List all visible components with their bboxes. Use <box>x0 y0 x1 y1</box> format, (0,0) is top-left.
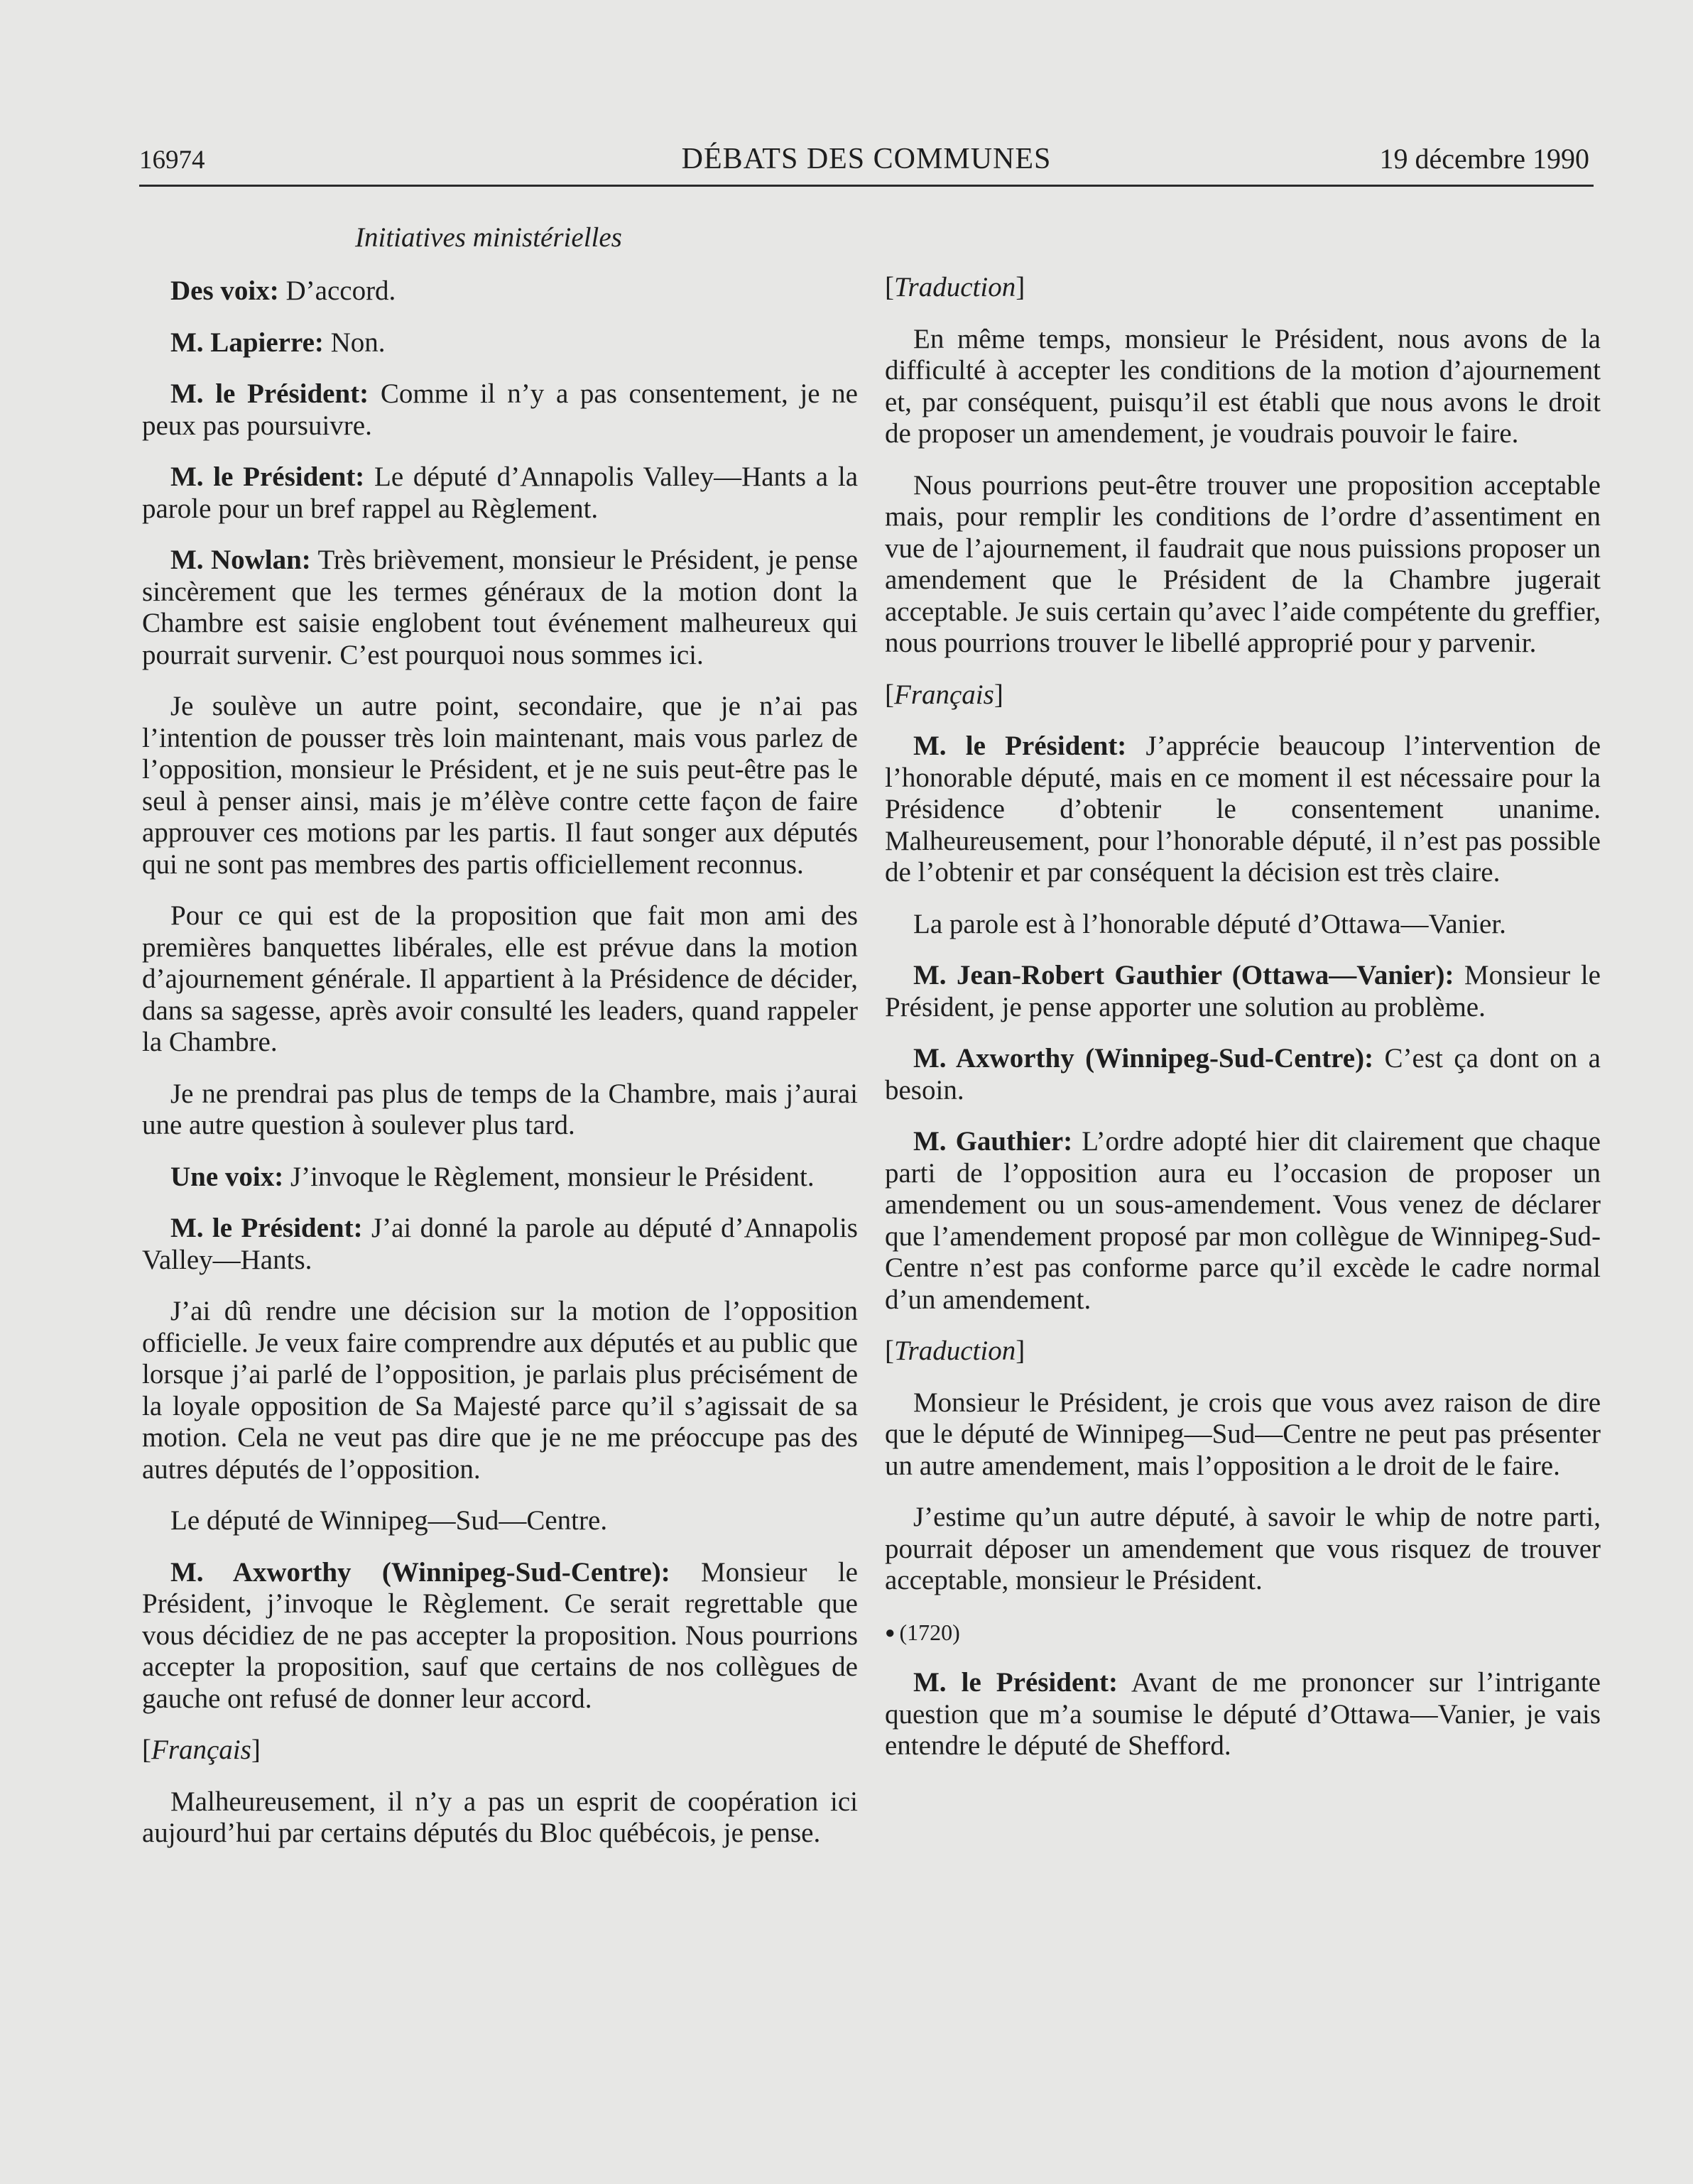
paragraph <box>142 1786 858 1850</box>
page-header <box>139 139 1594 187</box>
paragraph-text: J’ai donné la parole au député d’Annapolis Valley—Hants. <box>142 1213 858 1275</box>
paragraph <box>142 1296 858 1485</box>
speech-paragraph <box>885 731 1601 889</box>
speaker-name: Des voix: <box>170 275 279 306</box>
speech-paragraph <box>142 462 858 525</box>
language-marker: [Traduction] <box>885 1336 1025 1366</box>
speech-paragraph <box>885 1667 1601 1762</box>
language-marker: [Français] <box>142 1735 261 1765</box>
speaker-name: M. Lapierre: <box>170 327 324 358</box>
paragraph-text: C’est ça dont on a besoin. <box>885 1043 1601 1105</box>
paragraph <box>885 909 1601 941</box>
speaker-name: M. Gauthier: <box>913 1126 1073 1157</box>
speech-paragraph <box>142 327 858 359</box>
paragraph-text: Monsieur le Président, j’invoque le Règlement. Ce serait regrettable que vous décidiez de ne pas accepter la proposition. Nous pourrions accepter la proposition, sauf que certains de nos collègues de gauche ont refusé de donner leur accord. <box>142 1556 858 1714</box>
page-number: 16974 <box>139 146 205 175</box>
paragraph-text: Je soulève un autre point, secondaire, que je n’ai pas l’intention de pousser très loin maintenant, mais vous parlez de l’opposition, monsieur le Président, et je ne suis peut-être pas le seul à penser ainsi, mais je m’élève contre cette façon de faire approuver ces motions par les partis. Il faut songer aux députés qui ne sont pas membres des partis officiellement reconnus. <box>142 691 858 880</box>
speech-paragraph <box>142 378 858 442</box>
speech-paragraph <box>142 545 858 671</box>
language-label: Traduction <box>894 1336 1016 1366</box>
section-heading: Initiatives ministérielles <box>355 222 622 253</box>
bullet-icon: ● <box>885 1623 896 1642</box>
paragraph-text: Pour ce qui est de la proposition que fait mon ami des premières banquettes libérales, elle est prévue dans la motion d’ajournement générale. Il appartient à la Présidence de décider, dans sa sagesse, après avoir consulté les leaders, quand rappeler la Chambre. <box>142 900 858 1057</box>
right-column <box>885 272 1601 1782</box>
publication-date: 19 décembre 1990 <box>1379 143 1589 175</box>
speaker-name: M. Axworthy (Winnipeg-Sud-Centre): <box>913 1043 1374 1074</box>
time-marker <box>885 1617 1601 1649</box>
paragraph <box>142 1505 858 1537</box>
left-column <box>142 275 858 1869</box>
paragraph-text: Le député d’Annapolis Valley—Hants a la parole pour un bref rappel au Règlement. <box>142 462 858 524</box>
paragraph-text: J’invoque le Règlement, monsieur le Président. <box>283 1161 815 1192</box>
paragraph-text: Comme il n’y a pas consentement, je ne peux pas poursuivre. <box>142 378 858 441</box>
paragraph-text: Monsieur le Président, je crois que vous avez raison de dire que le député de Winnipeg—Sud—Centre ne peut pas présenter un autre amendement, mais l’opposition a le droit de le faire. <box>885 1387 1601 1481</box>
speech-paragraph <box>885 1126 1601 1316</box>
paragraph-text: Avant de me prononcer sur l’intrigante question que m’a soumise le député d’Ottawa—Vanier, je vais entendre le député de Shefford. <box>885 1667 1601 1761</box>
paragraph-text: D’accord. <box>278 275 396 306</box>
speaker-name: M. le Président: <box>170 462 365 492</box>
speech-paragraph <box>142 275 858 307</box>
paragraph-text: Je ne prendrai pas plus de temps de la Chambre, mais j’aurai une autre question à soulever plus tard. <box>142 1078 858 1140</box>
speaker-name: M. Axworthy (Winnipeg-Sud-Centre): <box>170 1556 670 1588</box>
paragraph-text: La parole est à l’honorable député d’Ottawa—Vanier. <box>913 908 1506 939</box>
publication-title: DÉBATS DES COMMUNES <box>681 143 1052 175</box>
paragraph-text: L’ordre adopté hier dit clairement que chaque parti de l’opposition aura eu l’occasion de proposer un amendement ou un sous-amendement. Vous venez de déclarer que l’amendement proposé par mon collègue de Winnipeg-Sud-Centre n’est pas conforme parce qu’il excède le cadre normal d’un amendement. <box>885 1126 1601 1315</box>
language-label: Français <box>894 679 994 710</box>
speaker-name: M. Jean-Robert Gauthier (Ottawa—Vanier): <box>913 960 1454 990</box>
paragraph-text: Le député de Winnipeg—Sud—Centre. <box>170 1505 608 1536</box>
speech-paragraph <box>885 1043 1601 1106</box>
paragraph-text: J’apprécie beaucoup l’intervention de l’honorable député, mais en ce moment il est nécessaire pour la Présidence d’obtenir le consentement unanime. Malheureusement, pour l’honorable député, il n’est pas possible de l’obtenir et par conséquent la décision est très claire. <box>885 731 1601 888</box>
language-label: Traduction <box>894 272 1016 302</box>
speech-paragraph <box>885 960 1601 1023</box>
speaker-name: M. Nowlan: <box>170 545 311 575</box>
paragraph-text: J’ai dû rendre une décision sur la motion de l’opposition officielle. Je veux faire comprendre aux députés et au public que lorsque j’ai parlé de l’opposition, je parlais plus précisément de la loyale opposition de Sa Majesté parce qu’il s’agissait de sa motion. Cela ne veut pas dire que je ne me préoccupe pas des autres députés de l’opposition. <box>142 1296 858 1485</box>
paragraph <box>142 691 858 880</box>
paragraph <box>142 1079 858 1142</box>
language-marker: [Traduction] <box>885 272 1025 302</box>
speaker-name: M. le Président: <box>170 378 369 409</box>
paragraph <box>885 1387 1601 1483</box>
speaker-name: M. le Président: <box>913 731 1127 761</box>
paragraph-text: Nous pourrions peut-être trouver une proposition acceptable mais, pour remplir les conditions de l’ordre d’assentiment en vue de l’ajournement, il faudrait que nous puissions proposer un amendement que le Président de la Chambre jugerait acceptable. Je suis certain qu’avec l’aide compétente du greffier, nous pourrions trouver le libellé approprié pour y parvenir. <box>885 469 1601 658</box>
speech-paragraph <box>142 1213 858 1276</box>
paragraph <box>885 470 1601 660</box>
paragraph-text: Non. <box>323 327 386 358</box>
paragraph <box>885 1502 1601 1597</box>
speaker-name: M. le Président: <box>170 1213 363 1243</box>
paragraph-text: Monsieur le Président, je pense apporter une solution au problème. <box>885 960 1601 1022</box>
speech-paragraph <box>142 1557 858 1715</box>
paragraph <box>885 324 1601 450</box>
speaker-name: M. le Président: <box>913 1667 1118 1698</box>
paragraph-text: En même temps, monsieur le Président, nous avons de la difficulté à accepter les conditions de la motion d’ajournement et, par conséquent, puisqu’il est établi que nous avons le droit de proposer un amendement, je voudrais pouvoir le faire. <box>885 323 1601 449</box>
paragraph-text: Malheureusement, il n’y a pas un esprit de coopération ici aujourd’hui par certains députés du Bloc québécois, je pense. <box>142 1786 858 1848</box>
time-marker-label: (1720) <box>899 1619 960 1645</box>
speech-paragraph <box>142 1162 858 1194</box>
language-marker: [Français] <box>885 679 1003 710</box>
paragraph-text: Très brièvement, monsieur le Président, je pense sincèrement que les termes généraux de la motion dont la Chambre est saisie englobent tout événement malheureux qui pourrait survenir. C’est pourquoi nous sommes ici. <box>142 545 859 670</box>
paragraph-text: J’estime qu’un autre député, à savoir le whip de notre parti, pourrait déposer un amendement que vous risquez de trouver acceptable, monsieur le Président. <box>885 1502 1601 1595</box>
speaker-name: Une voix: <box>170 1161 284 1192</box>
language-label: Français <box>151 1735 251 1765</box>
paragraph <box>142 900 858 1059</box>
